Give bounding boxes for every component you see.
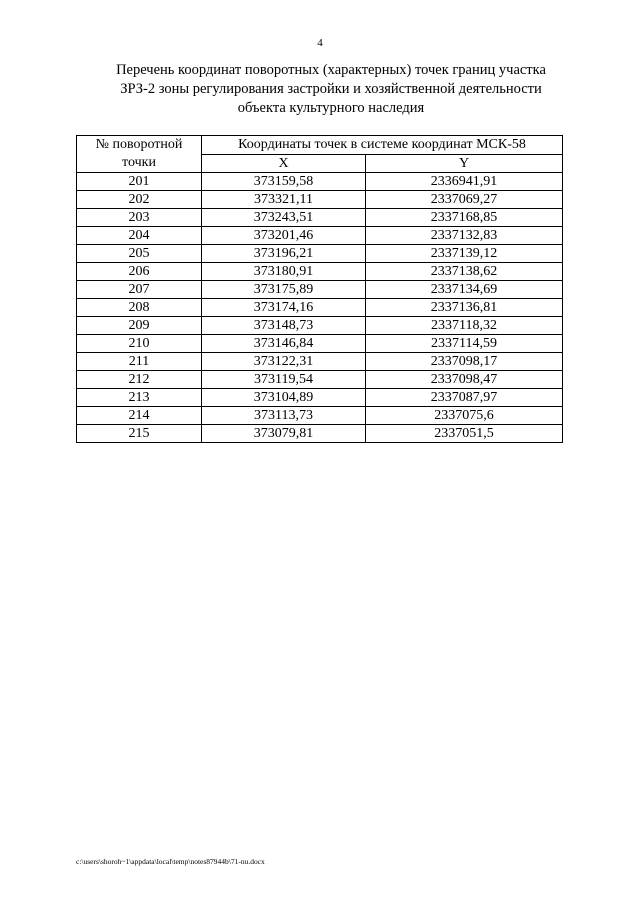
y-coordinate-cell: 2337132,83 bbox=[366, 227, 563, 245]
x-coordinate-cell: 373119,54 bbox=[202, 371, 366, 389]
title-line-1: Перечень координат поворотных (характерных) точек границ участка bbox=[116, 62, 546, 78]
header-point-number bbox=[77, 136, 202, 173]
page-number: 4 bbox=[317, 37, 323, 49]
table-row bbox=[77, 389, 563, 407]
x-coordinate-cell: 373243,51 bbox=[202, 209, 366, 227]
table-row bbox=[77, 335, 563, 353]
header-point-line-1: № поворотной bbox=[95, 137, 183, 152]
table-row bbox=[77, 209, 563, 227]
point-number-cell: 207 bbox=[77, 281, 202, 299]
x-coordinate-cell: 373079,81 bbox=[202, 425, 366, 443]
y-coordinate-cell: 2337075,6 bbox=[366, 407, 563, 425]
y-coordinate-cell: 2337069,27 bbox=[366, 191, 563, 209]
y-coordinate-cell: 2337114,59 bbox=[366, 335, 563, 353]
title-line-2: ЗРЗ-2 зоны регулирования застройки и хозяйственной деятельности bbox=[120, 81, 542, 97]
table-row bbox=[77, 281, 563, 299]
table-row bbox=[77, 299, 563, 317]
x-coordinate-cell: 373146,84 bbox=[202, 335, 366, 353]
x-coordinate-cell: 373196,21 bbox=[202, 245, 366, 263]
x-coordinate-cell: 373180,91 bbox=[202, 263, 366, 281]
y-coordinate-cell: 2337118,32 bbox=[366, 317, 563, 335]
y-coordinate-cell: 2337136,81 bbox=[366, 299, 563, 317]
x-coordinate-cell: 373321,11 bbox=[202, 191, 366, 209]
y-coordinate-cell: 2336941,91 bbox=[366, 173, 563, 191]
y-coordinate-cell: 2337051,5 bbox=[366, 425, 563, 443]
point-number-cell: 204 bbox=[77, 227, 202, 245]
table-row bbox=[77, 227, 563, 245]
point-number-cell: 214 bbox=[77, 407, 202, 425]
y-coordinate-cell: 2337134,69 bbox=[366, 281, 563, 299]
table-row bbox=[77, 317, 563, 335]
table-header-row-1 bbox=[77, 136, 563, 155]
table-row bbox=[77, 407, 563, 425]
point-number-cell: 211 bbox=[77, 353, 202, 371]
table-row bbox=[77, 173, 563, 191]
point-number-cell: 203 bbox=[77, 209, 202, 227]
x-coordinate-cell: 373159,58 bbox=[202, 173, 366, 191]
table-row bbox=[77, 191, 563, 209]
title-line-3: объекта культурного наследия bbox=[237, 100, 425, 116]
y-coordinate-cell: 2337138,62 bbox=[366, 263, 563, 281]
header-y: Y bbox=[366, 154, 563, 173]
coordinates-table bbox=[76, 135, 563, 443]
x-coordinate-cell: 373175,89 bbox=[202, 281, 366, 299]
table-row bbox=[77, 425, 563, 443]
point-number-cell: 212 bbox=[77, 371, 202, 389]
x-coordinate-cell: 373148,73 bbox=[202, 317, 366, 335]
x-coordinate-cell: 373174,16 bbox=[202, 299, 366, 317]
x-coordinate-cell: 373104,89 bbox=[202, 389, 366, 407]
x-coordinate-cell: 373122,31 bbox=[202, 353, 366, 371]
table-row bbox=[77, 245, 563, 263]
header-coordinates-group: Координаты точек в системе координат МСК-58 bbox=[202, 136, 563, 155]
x-coordinate-cell: 373113,73 bbox=[202, 407, 366, 425]
point-number-cell: 213 bbox=[77, 389, 202, 407]
y-coordinate-cell: 2337168,85 bbox=[366, 209, 563, 227]
table-row bbox=[77, 353, 563, 371]
point-number-cell: 201 bbox=[77, 173, 202, 191]
point-number-cell: 206 bbox=[77, 263, 202, 281]
y-coordinate-cell: 2337098,17 bbox=[366, 353, 563, 371]
table-row bbox=[77, 371, 563, 389]
document-title bbox=[96, 61, 566, 118]
point-number-cell: 202 bbox=[77, 191, 202, 209]
point-number-cell: 208 bbox=[77, 299, 202, 317]
point-number-cell: 205 bbox=[77, 245, 202, 263]
y-coordinate-cell: 2337139,12 bbox=[366, 245, 563, 263]
footer-file-path: c:\users\shoroh~1\appdata\local\temp\notes87944b\71-nu.docx bbox=[76, 857, 265, 866]
point-number-cell: 215 bbox=[77, 425, 202, 443]
table-row bbox=[77, 263, 563, 281]
point-number-cell: 210 bbox=[77, 335, 202, 353]
y-coordinate-cell: 2337087,97 bbox=[366, 389, 563, 407]
x-coordinate-cell: 373201,46 bbox=[202, 227, 366, 245]
point-number-cell: 209 bbox=[77, 317, 202, 335]
y-coordinate-cell: 2337098,47 bbox=[366, 371, 563, 389]
header-point-line-2: точки bbox=[122, 155, 156, 170]
header-x: X bbox=[202, 154, 366, 173]
